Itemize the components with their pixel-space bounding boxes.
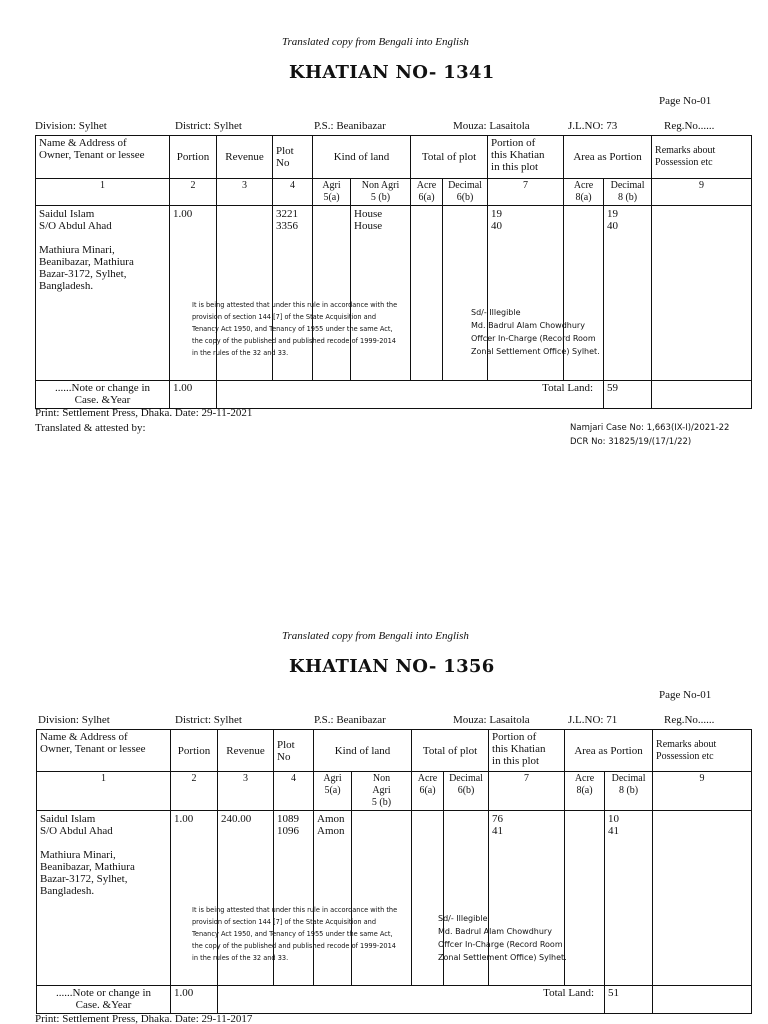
non-agri-cell: House House [351,206,411,381]
doc-title: KHATIAN NO- 1356 [289,656,495,677]
print-line: Print: Settlement Press, Dhaka. Date: 29-11-2021 [35,407,253,419]
col-acre-8a: Acre 8(a) [565,772,605,811]
decimal-8b-cell: 10 41 [605,811,653,986]
remarks-cell [653,811,752,986]
col-decimal-8b: Decimal 8 (b) [605,772,653,811]
col-non-agri: Non Agri 5 (b) [351,179,411,206]
portion-cell: 1.00 [170,206,217,381]
col-agri: Agri 5(a) [314,772,352,811]
footer-remarks-cell [653,986,752,1014]
doc-subtitle: Translated copy from Bengali into English [282,630,469,642]
col-number-1: 1 [36,179,170,206]
col-agri: Agri 5(a) [313,179,351,206]
header-kind-of-land: Kind of land [313,136,411,179]
division: Division: Sylhet [38,714,110,726]
col-acre-8a: Acre 8(a) [564,179,604,206]
footer-portion-cell: 1.00 [170,381,217,409]
revenue-cell: 240.00 [218,811,274,986]
page-number: Page No-01 [659,95,712,107]
col-number-3: 3 [218,772,274,811]
acre-6a-cell [411,206,443,381]
print-line: Print: Settlement Press, Dhaka. Date: 29-11-2017 [35,1013,253,1024]
note-change-cell: ......Note or change in Case. &Year [37,986,171,1014]
col-number-9: 9 [653,772,752,811]
header-portion: Portion [170,136,217,179]
jl-number: J.L.NO: 71 [568,714,618,726]
col-acre-6a: Acre 6(a) [411,179,443,206]
header-owner: Name & Address of Owner, Tenant or lessee [36,136,170,179]
note-change-cell: ......Note or change in Case. &Year [36,381,170,409]
col-number-2: 2 [170,179,217,206]
header-area-portion: Area as Portion [565,730,653,772]
col-number-7: 7 [488,179,564,206]
attestation-note: It is being attested that under this rule in accordance with the provision of section 144 [7] of the State Acquisition and Tenancy Act 1950, and Tenancy of 1955 under the same Act, the copy of the published and published recode of 1999-2014 in the rules of the 32 and 33. [192,906,398,962]
division: Division: Sylhet [35,120,107,132]
acre-8a-cell [565,811,605,986]
translated-by: Translated & attested by: [35,422,146,434]
plot-cell: 3221 3356 [273,206,313,381]
page-number: Page No-01 [659,689,712,701]
namjari-case: Namjari Case No: 1,663(IX-I)/2021-22 [570,423,730,433]
table-subheader-row [37,772,752,811]
khatian-portion-cell: 76 41 [489,811,565,986]
header-khatian-portion: Portion of this Khatian in this plot [488,136,564,179]
header-revenue: Revenue [217,136,273,179]
owner-cell: Saidul Islam S/O Abdul Ahad Mathiura Minari, Beanibazar, Mathiura Bazar-3172, Sylhet, Bangladesh. [36,206,170,381]
khatian-table [35,135,752,409]
agri-cell: Amon Amon [314,811,352,986]
police-station: P.S.: Beanibazar [314,120,386,132]
total-land-value: 59 [604,381,652,409]
col-number-4: 4 [274,772,314,811]
dcr-number: DCR No: 31825/19/(17/1/22) [570,437,692,447]
mouza: Mouza: Lasaitola [453,120,530,132]
col-decimal-6b: Decimal 6(b) [443,179,488,206]
header-area-portion: Area as Portion [564,136,652,179]
col-decimal-6b: Decimal 6(b) [444,772,489,811]
remarks-cell [652,206,752,381]
header-remarks: Remarks about Possession etc [653,730,752,772]
district: District: Sylhet [175,120,242,132]
header-remarks: Remarks about Possession etc [652,136,752,179]
total-land-label: Total Land: [218,986,605,1014]
header-kind-of-land: Kind of land [314,730,412,772]
police-station: P.S.: Beanibazar [314,714,386,726]
table-header-row [37,730,752,772]
doc-title: KHATIAN NO- 1341 [289,62,495,83]
decimal-8b-cell: 19 40 [604,206,652,381]
header-plot: Plot No [273,136,313,179]
col-number-1: 1 [37,772,171,811]
plot-cell: 1089 1096 [274,811,314,986]
doc-subtitle: Translated copy from Bengali into English [282,36,469,48]
header-portion: Portion [171,730,218,772]
table-subheader-row [36,179,752,206]
col-decimal-8b: Decimal 8 (b) [604,179,652,206]
col-number-7: 7 [489,772,565,811]
col-number-3: 3 [217,179,273,206]
jl-number: J.L.NO: 73 [568,120,618,132]
reg-number: Reg.No...... [664,714,715,726]
col-non-agri: Non Agri 5 (b) [352,772,412,811]
header-owner: Name & Address of Owner, Tenant or lessee [37,730,171,772]
signature-block: Sd/- Illegible Md. Badrul Alam Chowdhury Offcer In-Charge (Record Room Zonal Settlement Office) Sylhet. [438,914,567,962]
mouza: Mouza: Lasaitola [453,714,530,726]
header-khatian-portion: Portion of this Khatian in this plot [489,730,565,772]
total-land-label: Total Land: [217,381,604,409]
table-header-row [36,136,752,179]
khatian-table [36,729,752,1014]
header-plot: Plot No [274,730,314,772]
col-number-9: 9 [652,179,752,206]
col-acre-6a: Acre 6(a) [412,772,444,811]
header-total-of-plot: Total of plot [411,136,488,179]
col-number-2: 2 [171,772,218,811]
portion-cell: 1.00 [171,811,218,986]
footer-remarks-cell [652,381,752,409]
footer-portion-cell: 1.00 [171,986,218,1014]
header-total-of-plot: Total of plot [412,730,489,772]
table-footer-row [36,381,752,409]
reg-number: Reg.No...... [664,120,715,132]
khatian-portion-cell: 19 40 [488,206,564,381]
attestation-note: It is being attested that under this rule in accordance with the provision of section 144 [7] of the State Acquisition and Tenancy Act 1950, and Tenancy of 1955 under the same Act, the copy of the published and published recode of 1999-2014 in the rules of the 32 and 33. [192,301,398,357]
header-revenue: Revenue [218,730,274,772]
district: District: Sylhet [175,714,242,726]
col-number-4: 4 [273,179,313,206]
signature-block: Sd/- Illegible Md. Badrul Alam Chowdhury Offcer In-Charge (Record Room Zonal Settlement Office) Sylhet. [471,308,600,356]
table-footer-row [37,986,752,1014]
owner-cell: Saidul Islam S/O Abdul Ahad Mathiura Minari, Beanibazar, Mathiura Bazar-3172, Sylhet, Bangladesh. [37,811,171,986]
total-land-value: 51 [605,986,653,1014]
